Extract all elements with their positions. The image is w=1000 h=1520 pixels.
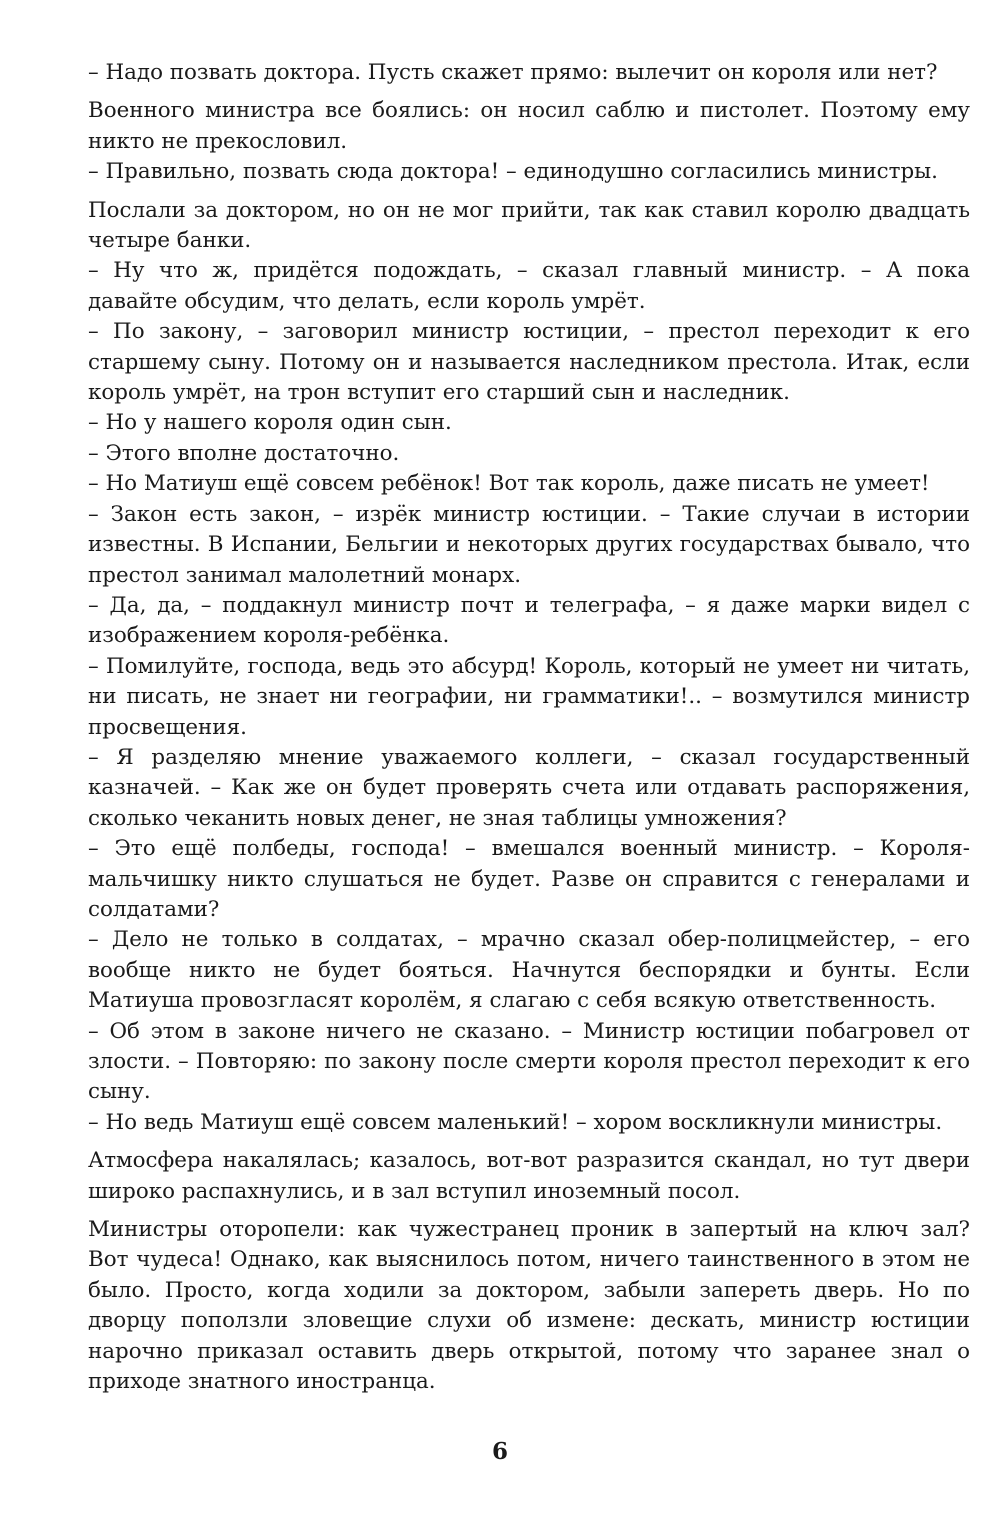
- paragraph: – Это ещё полбеды, господа! – вмешался военный министр. – Короля-мальчишку никто слушаться не будет. Разве он справится с генералами и солдатами?: [88, 836, 970, 922]
- paragraph: – Дело не только в солдатах, – мрачно сказал обер-полицмейстер, – его вообще никто не будет бояться. Начнутся беспорядки и бунты. Если Матиуша провозгласят королём, я слагаю с себя всякую ответственность.: [88, 927, 970, 1014]
- paragraph: Военного министра все боялись: он носил саблю и пистолет. Поэтому ему никто не прекословил.: [88, 98, 970, 154]
- paragraph: – Этого вполне достаточно.: [88, 440, 400, 466]
- paragraph: – Но ведь Матиуш ещё совсем маленький! – хором воскликнули министры.: [88, 1109, 943, 1135]
- paragraph: Министры оторопели: как чужестранец проник в запертый на ключ зал? Вот чудеса! Однако, как выяснилось потом, ничего таинственного в этом не было. Просто, когда ходили за доктором, забыли запереть дверь. Но по дворцу поползли зловещие слухи об измене: дескать, министр юстиции нарочно приказал оставить дверь открытой, потому что заранее знал о приходе знатного иностранца.: [88, 1217, 970, 1395]
- paragraph: – Я разделяю мнение уважаемого коллеги, – сказал государственный казначей. – Как же он будет проверять счета или отдавать распоряжения, сколько чеканить новых денег, не зная таблицы умножения?: [88, 744, 970, 831]
- paragraph: – Закон есть закон, – изрёк министр юстиции. – Такие случаи в истории известны. В Испании, Бельгии и некоторых других государствах бывало, что престол занимал малолетний монарх.: [88, 501, 970, 588]
- paragraph: – Надо позвать доктора. Пусть скажет прямо: вылечит он короля или нет?: [88, 60, 938, 85]
- paragraph: – Помилуйте, господа, ведь это абсурд! Король, который не умеет ни читать, ни писать, не знает ни географии, ни грамматики!.. – возмутился министр просвещения.: [88, 653, 970, 740]
- paragraph: – Да, да, – поддакнул министр почт и телеграфа, – я даже марки видел с изображением короля-ребёнка.: [88, 592, 970, 649]
- paragraph: – По закону, – заговорил министр юстиции, – престол переходит к его старшему сыну. Потому он и называется наследником престола. Итак, если король умрёт, на трон вступит его старший сын и наследник.: [88, 319, 970, 406]
- page-number: 6: [491, 1438, 508, 1465]
- paragraph: – Правильно, позвать сюда доктора! – единодушно согласились министры.: [88, 159, 938, 185]
- paragraph: – Но у нашего короля один сын.: [88, 410, 452, 436]
- page-body: [88, 58, 970, 1397]
- paragraph: – Ну что ж, придётся подождать, – сказал главный министр. – А пока давайте обсудим, что делать, если король умрёт.: [88, 258, 970, 314]
- paragraph: Послали за доктором, но он не мог прийти, так как ставил королю двадцать четыре банки.: [88, 197, 970, 254]
- paragraph: – Об этом в законе ничего не сказано. – Министр юстиции побагровел от злости. – Повторяю: по закону после смерти короля престол переходит к его сыну.: [88, 1018, 970, 1105]
- paragraph: – Но Матиуш ещё совсем ребёнок! Вот так король, даже писать не умеет!: [88, 471, 930, 497]
- paragraph: Атмосфера накалялась; казалось, вот-вот разразится скандал, но тут двери широко распахнулись, и в зал вступил иноземный посол.: [88, 1148, 970, 1204]
